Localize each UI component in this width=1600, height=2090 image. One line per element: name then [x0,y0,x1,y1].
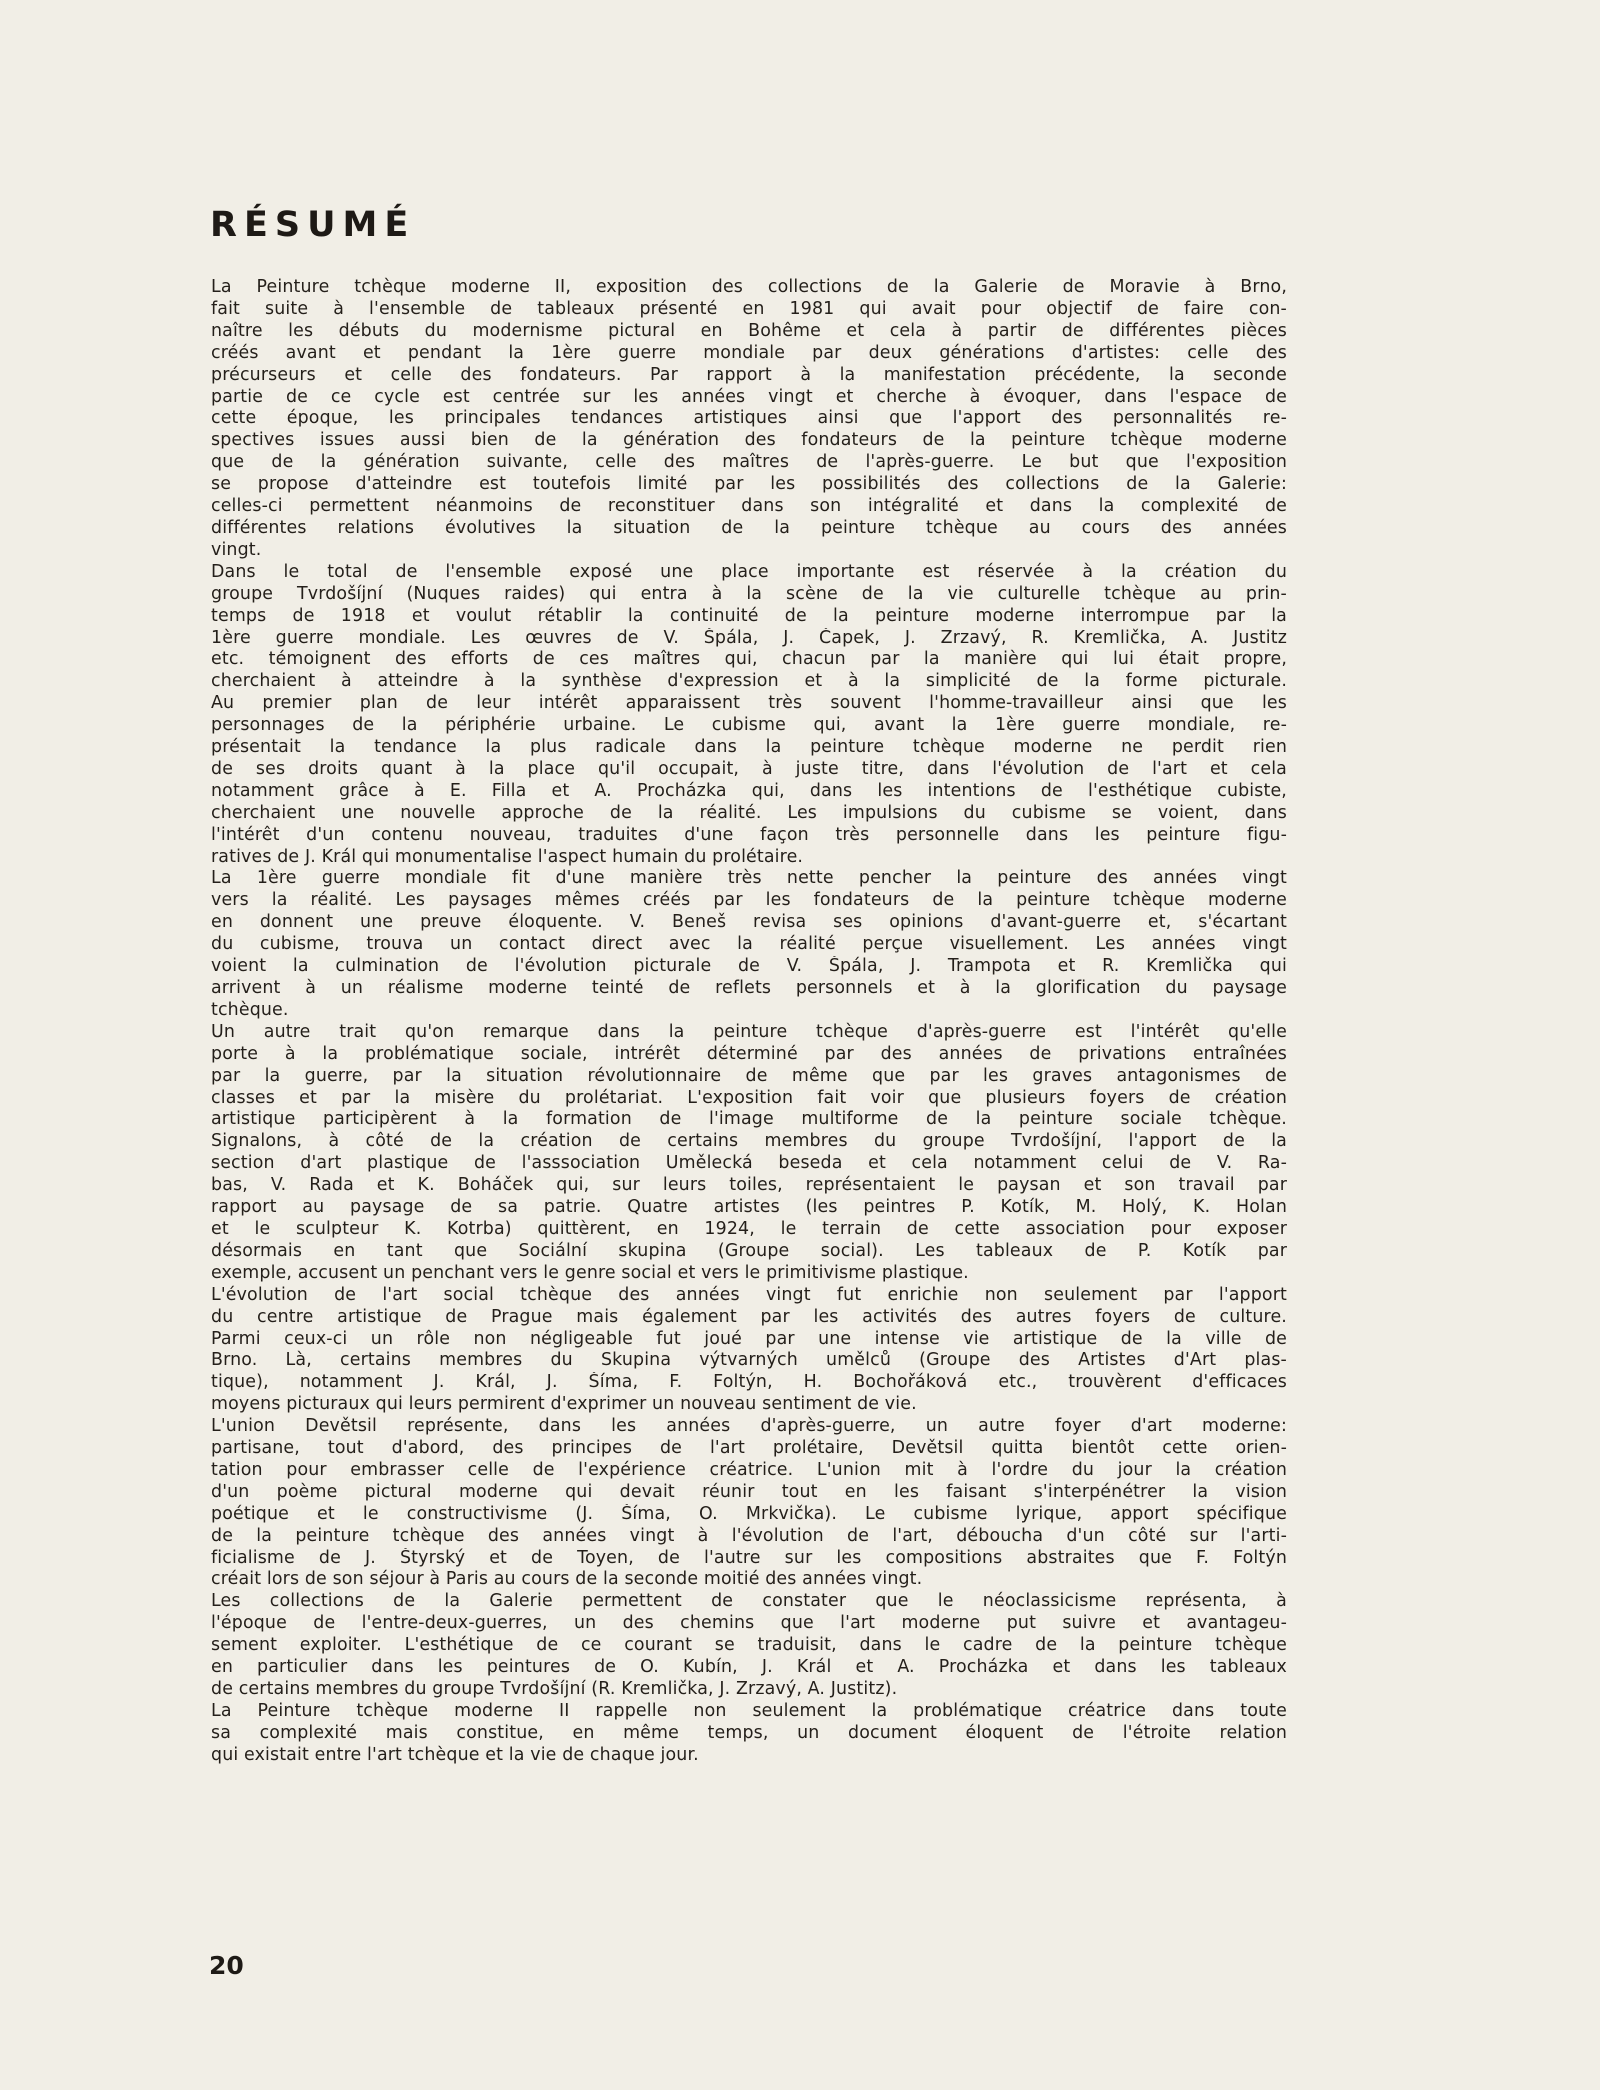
text-line: arrivent à un réalisme moderne teinté de reflets personnels et à la glorification du paysage [211,978,1287,998]
text-line: Au premier plan de leur intérêt apparaissent très souvent l'homme-travailleur ainsi que les [211,693,1287,714]
text-line: exemple, accusent un penchant vers le genre social et vers le primitivisme plastique. [211,1262,969,1283]
text-line: du centre artistique de Prague mais également par les activités des autres foyers de culture. [211,1306,1287,1327]
text-line: personnages de la périphérie urbaine. Le cubisme qui, avant la 1ère guerre mondiale, re- [211,715,1287,736]
text-line: Les collections de la Galerie permettent de constater que le néoclassicisme représenta, à [211,1591,1287,1612]
text-line: de la peinture tchèque des années vingt à l'évolution de l'art, déboucha d'un côté sur l'arti- [211,1525,1287,1546]
text-line: présentait la tendance la plus radicale dans la peinture tchèque moderne ne perdit rien [211,737,1287,758]
resume-text [211,277,1287,1767]
text-line: L'évolution de l'art social tchèque des années vingt fut enrichie non seulement par l'apport [211,1284,1287,1305]
page-title: RÉSUMÉ [210,205,416,245]
text-line: La Peinture tchèque moderne II rappelle non seulement la problématique créatrice dans toute [211,1700,1287,1721]
text-line: précurseurs et celle des fondateurs. Par rapport à la manifestation précédente, la seconde [211,364,1287,385]
text-line: bas, V. Rada et K. Boháček qui, sur leurs toiles, représentaient le paysan et son travail par [211,1175,1287,1196]
text-line: Signalons, à côté de la création de certains membres du groupe Tvrdošíjní, l'apport de la [211,1131,1287,1152]
text-line: 1ère guerre mondiale. Les œuvres de V. Špála, J. Čapek, J. Zrzavý, R. Kremlička, A. Justitz [211,627,1287,648]
text-line: Brno. Là, certains membres du Skupina výtvarných umělců (Groupe des Artistes d'Art plas- [211,1350,1287,1371]
text-line: Un autre trait qu'on remarque dans la peinture tchèque d'après-guerre est l'intérêt qu'elle [211,1021,1287,1042]
text-line: par la guerre, par la situation révolutionnaire de même que par les graves antagonismes de [211,1065,1287,1086]
text-line: l'intérêt d'un contenu nouveau, traduites d'une façon très personnelle dans les peinture figu- [211,824,1287,845]
text-line: poétique et le constructivisme (J. Šíma, O. Mrkvička). Le cubisme lyrique, apport spécifique [211,1503,1287,1524]
text-line: cherchaient une nouvelle approche de la réalité. Les impulsions du cubisme se voient, dans [211,802,1287,823]
text-line: fait suite à l'ensemble de tableaux présenté en 1981 qui avait pour objectif de faire con- [211,298,1287,319]
text-line: sa complexité mais constitue, en même temps, un document éloquent de l'étroite relation [211,1722,1287,1743]
text-line: groupe Tvrdošíjní (Nuques raides) qui entra à la scène de la vie culturelle tchèque au prin- [211,583,1287,604]
text-line: moyens picturaux qui leurs permirent d'exprimer un nouveau sentiment de vie. [211,1394,917,1415]
text-line: La 1ère guerre mondiale fit d'une manière très nette pencher la peinture des années vingt [211,868,1287,889]
text-line: partisane, tout d'abord, des principes de l'art prolétaire, Devětsil quitta bientôt cette orien- [211,1438,1287,1459]
text-line: créés avant et pendant la 1ère guerre mondiale par deux générations d'artistes: celle des [211,342,1287,363]
text-line: qui existait entre l'art tchèque et la vie de chaque jour. [211,1744,699,1765]
text-line: cherchaient à atteindre à la synthèse d'expression et à la simplicité de la forme picturale. [211,671,1287,692]
text-line: que de la génération suivante, celle des maîtres de l'après-guerre. Le but que l'exposition [211,452,1287,473]
text-line: vingt. [211,539,262,560]
text-line: de ses droits quant à la place qu'il occupait, à juste titre, dans l'évolution de l'art et cela [211,758,1287,779]
text-line: se propose d'atteindre est toutefois limité par les possibilités des collections de la Galerie: [211,474,1287,495]
text-line: artistique participèrent à la formation de l'image multiforme de la peinture sociale tchèque. [211,1109,1287,1130]
text-line: en particulier dans les peintures de O. Kubín, J. Král et A. Procházka et dans les tableaux [211,1657,1287,1678]
text-line: de certains membres du groupe Tvrdošíjní (R. Kremlička, J. Zrzavý, A. Justitz). [211,1679,898,1699]
text-line: et le sculpteur K. Kotrba) quittèrent, en 1924, le terrain de cette association pour exposer [211,1218,1287,1239]
page-number: 20 [209,1951,244,1980]
text-line: celles-ci permettent néanmoins de reconstituer dans son intégralité et dans la complexité de [211,496,1287,517]
text-line: créait lors de son séjour à Paris au cours de la seconde moitié des années vingt. [211,1569,923,1590]
text-line: tation pour embrasser celle de l'expérience créatrice. L'union mit à l'ordre du jour la création [211,1459,1287,1480]
text-line: classes et par la misère du prolétariat. L'exposition fait voir que plusieurs foyers de création [211,1087,1287,1108]
text-line: temps de 1918 et voulut rétablir la continuité de la peinture moderne interrompue par la [211,605,1287,626]
text-line: l'époque de l'entre-deux-guerres, un des chemins que l'art moderne put suivre et avantageu- [211,1613,1287,1634]
text-line: vers la réalité. Les paysages mêmes créés par les fondateurs de la peinture tchèque moderne [211,890,1287,911]
text-line: ficialisme de J. Štyrský et de Toyen, de l'autre sur les compositions abstraites que F. Foltýn [211,1547,1287,1568]
text-line: cette époque, les principales tendances artistiques ainsi que l'apport des personnalités re- [211,408,1287,429]
text-line: partie de ce cycle est centrée sur les années vingt et cherche à évoquer, dans l'espace de [211,386,1287,407]
text-line: sement exploiter. L'esthétique de ce courant se traduisit, dans le cadre de la peinture tchèque [211,1635,1287,1656]
text-line: etc. témoignent des efforts de ces maîtres qui, chacun par la manière qui lui était propre, [211,649,1287,670]
text-line: porte à la problématique sociale, intrérêt déterminé par des années de privations entraînées [211,1043,1287,1064]
text-line: différentes relations évolutives la situation de la peinture tchèque au cours des années [211,517,1287,538]
text-line: spectives issues aussi bien de la génération des fondateurs de la peinture tchèque moderne [211,430,1287,451]
text-line: La Peinture tchèque moderne II, exposition des collections de la Galerie de Moravie à Brno, [211,277,1287,297]
text-line: naître les débuts du modernisme pictural en Bohême et cela à partir de différentes pièces [211,320,1287,341]
text-line: tique), notamment J. Král, J. Šíma, F. Foltýn, H. Bochořáková etc., trouvèrent d'efficaces [211,1372,1287,1393]
text-line: ratives de J. Král qui monumentalise l'aspect humain du prolétaire. [211,846,804,867]
text-line: en donnent une preuve éloquente. V. Beneš revisa ses opinions d'avant-guerre et, s'écartant [211,912,1287,933]
text-line: désormais en tant que Sociální skupina (Groupe social). Les tableaux de P. Kotík par [211,1240,1287,1261]
text-line: rapport au paysage de sa patrie. Quatre artistes (les peintres P. Kotík, M. Holý, K. Holan [211,1197,1287,1218]
text-line: tchèque. [211,999,289,1020]
text-line: d'un poème pictural moderne qui devait réunir tout en les faisant s'interpénétrer la vision [211,1481,1287,1502]
text-line: notamment grâce à E. Filla et A. Procházka qui, dans les intentions de l'esthétique cubiste, [211,780,1287,801]
text-line: Dans le total de l'ensemble exposé une place importante est réservée à la création du [211,561,1287,582]
text-line: voient la culmination de l'évolution picturale de V. Špála, J. Trampota et R. Kremlička qui [211,956,1287,977]
text-line: Parmi ceux-ci un rôle non négligeable fut joué par une intense vie artistique de la ville de [211,1328,1287,1349]
text-line: section d'art plastique de l'asssociation Umělecká beseda et cela notamment celui de V. Ra- [211,1153,1287,1174]
text-line: du cubisme, trouva un contact direct avec la réalité perçue visuellement. Les années vingt [211,934,1287,955]
text-line: L'union Devětsil représente, dans les années d'après-guerre, un autre foyer d'art moderne: [211,1416,1287,1437]
